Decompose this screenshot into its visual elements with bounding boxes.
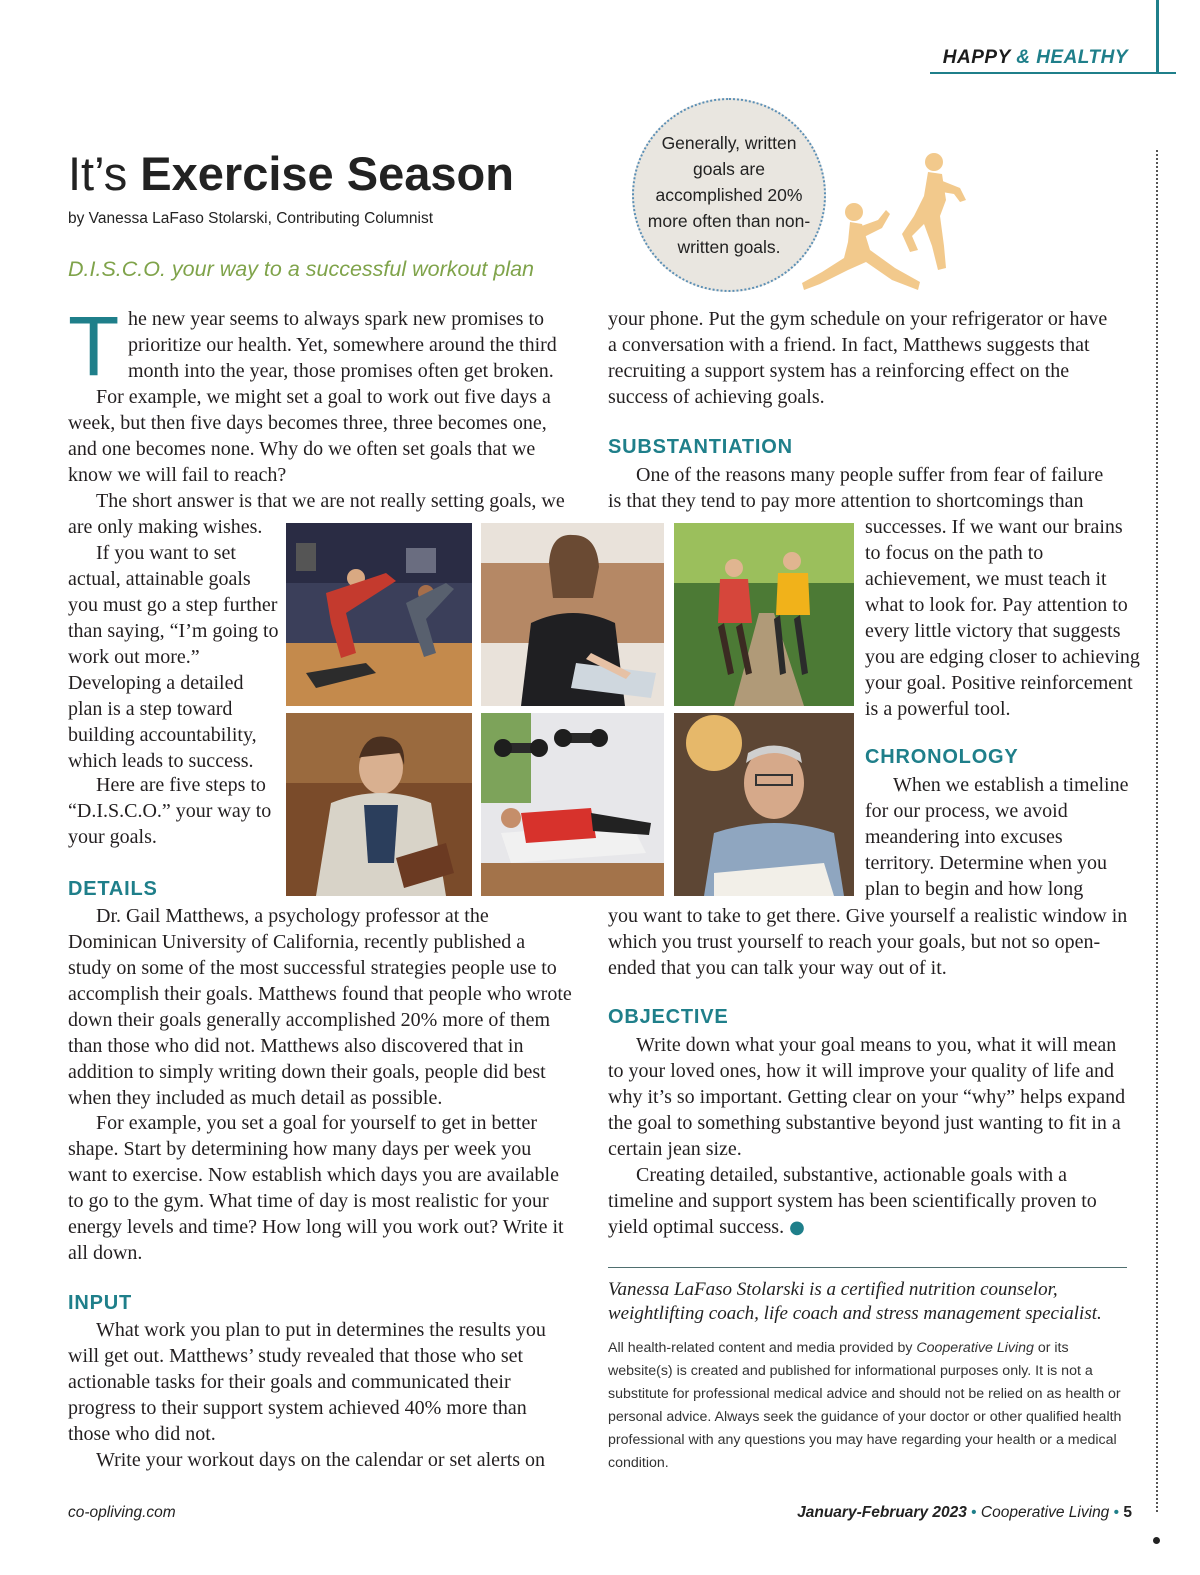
input-paragraph-1: What work you plan to put in determines the results you will get out. Matthews’ study revealed that those who set actionable tasks for their goals and communicated their progress to their support system achieved 40% more than those who did not. bbox=[68, 1319, 546, 1445]
header-accent-bar bbox=[1156, 0, 1159, 74]
end-dot-icon bbox=[1153, 1537, 1160, 1544]
photo-seniors-jogging bbox=[674, 523, 854, 706]
heading-substantiation: SUBSTANTIATION bbox=[608, 436, 793, 458]
chronology-paragraph-1: When we establish a timeline for our process, we avoid meandering into excuses territory. Determine when you plan to begin and how long bbox=[865, 774, 1129, 900]
intro-paragraph-2: For example, we might set a goal to work out five days a week, but then five days becomes three, three becomes one, and one becomes none. Why do we often set goals that we know we will fail to reach? bbox=[68, 386, 551, 486]
heading-details: DETAILS bbox=[68, 878, 158, 900]
photo-older-man-writing bbox=[674, 713, 854, 896]
author-bio: Vanessa LaFaso Stolarski is a certified nutrition counselor, weightlifting coach, life coach and stress management specialist. bbox=[608, 1279, 1102, 1324]
intro-paragraph-1: he new year seems to always spark new promises to prioritize our health. Yet, somewhere around the third month into the year, those promises often get broken. bbox=[128, 308, 557, 382]
photo-woman-writing-notebook bbox=[481, 523, 664, 706]
article-title: It’s Exercise Season bbox=[68, 147, 514, 200]
objective-paragraph-2: Creating detailed, substantive, actionable goals with a timeline and support system has been scientifically proven to yield optimal success. ● bbox=[608, 1164, 1097, 1238]
substantiation-paragraph-1: One of the reasons many people suffer from fear of failure is that they tend to pay more attention to shortcomings than bbox=[608, 464, 1104, 512]
end-mark-icon: ● bbox=[789, 1217, 805, 1238]
heading-input: INPUT bbox=[68, 1292, 132, 1314]
photo-man-writing-journal bbox=[286, 713, 472, 896]
article-subtitle: D.I.S.C.O. your way to a successful workout plan bbox=[68, 257, 535, 281]
objective-paragraph-1: Write down what your goal means to you, what it will mean to your loved ones, how it will improve your quality of life and why it’s so important. Getting clear on your “why” helps expand the goal to something substantive beyond just wanting to fit in a certain jean size. bbox=[608, 1034, 1126, 1160]
input-paragraph-2: Write your workout days on the calendar or set alerts on bbox=[96, 1449, 546, 1471]
intro-paragraph-5: Here are five steps to “D.I.S.C.O.” your way to your goals. bbox=[68, 774, 272, 848]
page-edge-dotted-line bbox=[1156, 150, 1158, 1512]
intro-paragraph-4: If you want to set actual, attainable goals you must go a step further than saying, “I’m going to work out more.” Developing a detailed plan is a step toward building accountability, which leads to success. bbox=[68, 542, 279, 772]
bio-divider bbox=[608, 1267, 1127, 1268]
photo-group-stretching-class bbox=[286, 523, 472, 706]
footer-website: co-opliving.com bbox=[68, 1504, 176, 1521]
disclaimer: All health-related content and media provided by Cooperative Living or its website(s) is created and published for informational purposes only. It is not a substitute for professional medical advice and should not be relied on as health or personal advice. Always seek the guidance of your doctor or other qualified health professional with any questions you may have regarding your health or a medical condition. bbox=[608, 1340, 1122, 1471]
footer-issue-info: January-February 2023 • Cooperative Living • 5 bbox=[797, 1504, 1132, 1521]
callout-text: Generally, written goals are accomplished 20% more often than non-written goals. bbox=[647, 133, 811, 257]
details-paragraph-2: For example, you set a goal for yourself to get in better shape. Start by determining how many days per week you want to exercise. Now establish which days you are available to go to the gym. What time of day is most realistic for your energy levels and time? How long will you work out? Write it all down. bbox=[68, 1112, 564, 1264]
photo-women-dumbbell-press bbox=[481, 713, 664, 896]
heading-objective: OBJECTIVE bbox=[608, 1006, 729, 1028]
callout-bubble bbox=[632, 98, 826, 292]
section-label: HAPPY & HEALTHY bbox=[942, 47, 1128, 68]
drop-cap: T bbox=[68, 299, 120, 393]
details-paragraph-1: Dr. Gail Matthews, a psychology professor at the Dominican University of California, recently published a study on some of the most successful strategies people use to accomplish their goals. Matthews found that people who wrote down their goals generally accomplished 20% more of them than those who did not. Matthews also discovered that in addition to simply writing down their goals, people did best when they included as much detail as possible. bbox=[68, 905, 572, 1109]
substantiation-paragraph-1-continued: successes. If we want our brains to focus on the path to achievement, we must teach it what to look for. Pay attention to every little victory that suggests you are edging closer to achieving your goal. Positive reinforcement is a powerful tool. bbox=[865, 516, 1140, 720]
runners-silhouette-icon bbox=[800, 150, 970, 300]
heading-chronology: CHRONOLOGY bbox=[865, 746, 1019, 768]
intro-paragraph-3: The short answer is that we are not really setting goals, we are only making wishes. bbox=[68, 490, 565, 538]
header-rule bbox=[930, 72, 1176, 74]
input-paragraph-2-continued: your phone. Put the gym schedule on your refrigerator or have a conversation with a friend. In fact, Matthews suggests that recruiting a support system has a reinforcing effect on the success of achieving goals. bbox=[608, 308, 1108, 408]
page-number: 5 bbox=[1123, 1504, 1132, 1521]
byline: by Vanessa LaFaso Stolarski, Contributing Columnist bbox=[68, 210, 433, 227]
chronology-paragraph-1-continued: you want to take to get there. Give yourself a realistic window in which you trust yourself to reach your goals, but not so open-ended that you can talk your way out of it. bbox=[608, 905, 1128, 979]
